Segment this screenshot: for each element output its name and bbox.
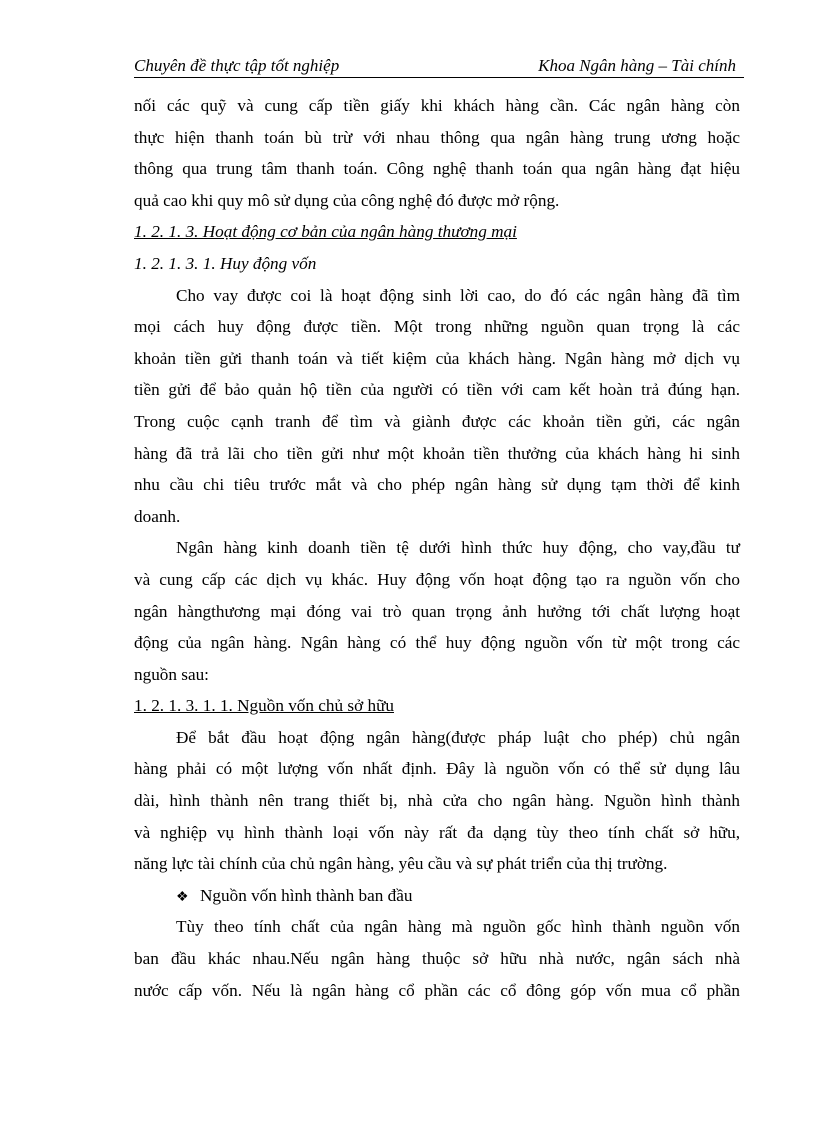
section-heading: 1. 2. 1. 3. Hoạt động cơ bản của ngân hàng thương mại bbox=[134, 222, 517, 242]
paragraph-line: Ngân hàng kinh doanh tiền tệ dưới hình thức huy động, cho vay,đầu tư bbox=[176, 538, 740, 558]
paragraph-line: thông qua trung tâm thanh toán. Công nghệ thanh toán qua ngân hàng đạt hiệu bbox=[134, 159, 740, 179]
bullet-item bbox=[134, 880, 740, 912]
body-text bbox=[134, 90, 740, 1006]
paragraph-line: và nghiệp vụ hình thành loại vốn này rất đa dạng tùy theo tính chất sở hữu, bbox=[134, 822, 740, 842]
paragraph-line: nguồn sau: bbox=[134, 664, 209, 684]
header-right-title: Khoa Ngân hàng – Tài chính bbox=[538, 56, 736, 75]
paragraph-line: nối các quỹ và cung cấp tiền giấy khi khách hàng cần. Các ngân hàng còn bbox=[134, 96, 740, 115]
paragraph-line: hàng phải có một lượng vốn nhất định. Đây là nguồn vốn có thể sử dụng lâu bbox=[134, 759, 740, 779]
paragraph-line: tiền gửi để bảo quản hộ tiền của người có tiền với cam kết hoàn trả đúng hạn. bbox=[134, 380, 740, 400]
diamond-bullet-icon: ❖ bbox=[176, 889, 189, 905]
paragraph-line: nước cấp vốn. Nếu là ngân hàng cổ phần các cổ đông góp vốn mua cổ phần bbox=[134, 980, 740, 1000]
paragraph-line: quả cao khi quy mô sử dụng của công nghệ đó được mở rộng. bbox=[134, 190, 560, 210]
page-header bbox=[134, 55, 744, 78]
subsubsection-heading: 1. 2. 1. 3. 1. 1. Nguồn vốn chủ sở hữu bbox=[134, 696, 394, 716]
paragraph-line: dài, hình thành nên trang thiết bị, nhà cửa cho ngân hàng. Nguồn hình thành bbox=[134, 791, 740, 811]
paragraph-line: doanh. bbox=[134, 506, 181, 526]
paragraph-line: ban đầu khác nhau.Nếu ngân hàng thuộc sở hữu nhà nước, ngân sách nhà bbox=[134, 949, 740, 969]
paragraph-line: khoản tiền gửi thanh toán và tiết kiệm của khách hàng. Ngân hàng mở dịch vụ bbox=[134, 348, 740, 368]
paragraph-line: động của ngân hàng. Ngân hàng có thể huy động nguồn vốn từ một trong các bbox=[134, 633, 740, 653]
header-left-title: Chuyên đề thực tập tốt nghiệp bbox=[134, 56, 340, 75]
paragraph-line: nhu cầu chi tiêu trước mắt và cho phép ngân hàng sử dụng tạm thời để kinh bbox=[134, 475, 740, 495]
paragraph-line: Tùy theo tính chất của ngân hàng mà nguồn gốc hình thành nguồn vốn bbox=[176, 917, 740, 937]
paragraph-line: thực hiện thanh toán bù trừ với nhau thông qua ngân hàng trung ương hoặc bbox=[134, 127, 740, 147]
paragraph-line: hàng đã trả lãi cho tiền gửi như một khoản tiền thưởng của khách hàng hi sinh bbox=[134, 443, 740, 463]
paragraph-line: Trong cuộc cạnh tranh để tìm và giành được các khoản tiền gửi, các ngân bbox=[134, 411, 740, 431]
paragraph-line: mọi cách huy động được tiền. Một trong những nguồn quan trọng là các bbox=[134, 317, 740, 337]
paragraph-line: năng lực tài chính của chủ ngân hàng, yêu cầu và sự phát triển của thị trường. bbox=[134, 854, 668, 874]
paragraph-line: Cho vay được coi là hoạt động sinh lời cao, do đó các ngân hàng đã tìm bbox=[176, 285, 740, 305]
paragraph-line: ngân hàngthương mại đóng vai trò quan trọng ảnh hưởng tới chất lượng hoạt bbox=[134, 601, 740, 621]
subsection-heading: 1. 2. 1. 3. 1. Huy động vốn bbox=[134, 253, 317, 273]
paragraph-line: Để bắt đầu hoạt động ngân hàng(được pháp luật cho phép) chủ ngân bbox=[176, 727, 740, 747]
bullet-item-label: Nguồn vốn hình thành ban đầu bbox=[200, 885, 413, 905]
paragraph-line: và cung cấp các dịch vụ khác. Huy động vốn hoạt động tạo ra nguồn vốn cho bbox=[134, 569, 740, 589]
